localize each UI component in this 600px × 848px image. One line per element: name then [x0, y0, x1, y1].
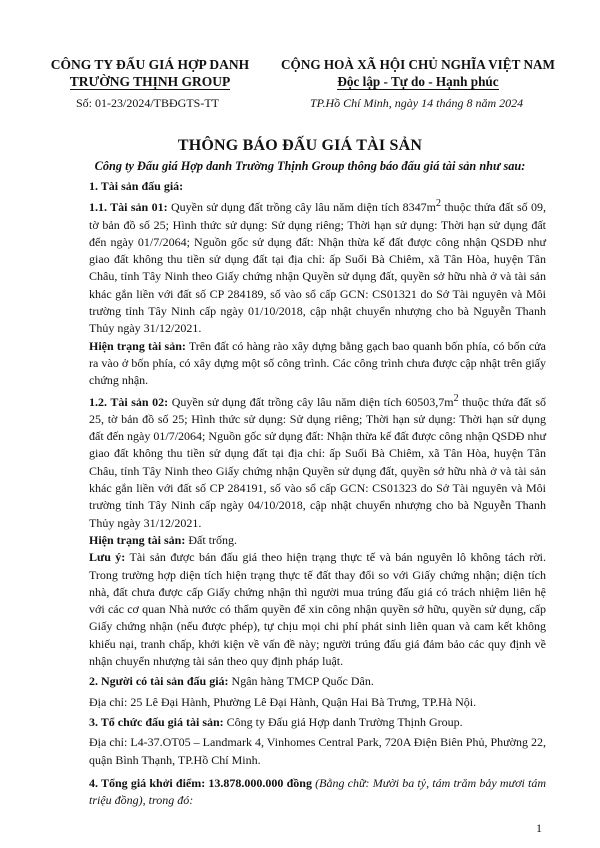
company-header: [50, 56, 250, 90]
section-2-text: Ngân hàng TMCP Quốc Dân.: [228, 674, 374, 689]
section-3-text: Công ty Đấu giá Hợp danh Trường Thịnh Group.: [223, 714, 463, 729]
asset-1-status: [89, 338, 546, 390]
document-date: TP.Hồ Chí Minh, ngày 14 tháng 8 năm 2024: [310, 96, 524, 110]
section-4: [89, 775, 546, 810]
nation-name: CỘNG HOÀ XÃ HỘI CHỦ NGHĨA VIỆT NAM: [281, 57, 555, 72]
note-text: Tài sản được bán đấu giá theo hiện trạng thực tế và bán nguyên lô không tách rời. Trong trường hợp diện tích hiện trạng thực tế đất thay đổi so với Giấy chứng nhận; diện tích nhà, đất chưa được cấp Giấy chứng nhận thì người mua trúng đấu giá có trách nhiệm liên hệ với các cơ quan Nhà nước có thẩm quyền để xin công nhận quyền sở hữu, quyền sử dụng, cấp Giấy chứng nhận (nếu được phép), tự chịu mọi chi phí phát sinh liên quan và cam kết không khiếu nại, tranh chấp, khởi kiện về vấn đề này; người trúng đấu giá đảm bảo các quy định về nhận chuyển nhượng tài sản theo quy định pháp luật.: [89, 550, 546, 669]
nation-motto: Độc lập - Tự do - Hạnh phúc: [337, 74, 499, 89]
document-intro: Công ty Đấu giá Hợp danh Trường Thịnh Group thông báo đấu giá tài sản như sau:: [94, 159, 526, 173]
section-2: [89, 673, 546, 690]
asset-1-status-label: Hiện trạng tài sản:: [89, 338, 186, 353]
asset-2-sup: 2: [453, 392, 459, 404]
section-4-label: 4. Tổng giá khởi điểm: 13.878.000.000 đồng: [89, 775, 312, 790]
national-header: [262, 56, 574, 90]
page-number: 1: [536, 821, 542, 835]
document-body: [89, 178, 546, 809]
asset-1-status-text: Trên đất có hàng rào xây dựng bằng gạch bao quanh bốn phía, có bốn cửa ra vào ở bốn phía, có xây dựng một số công trình. Các công trình chưa được cập nhật trên giấy chứng nhận.: [89, 338, 546, 388]
section-2-address: Địa chỉ: 25 Lê Đại Hành, Phường Lê Đại Hành, Quận Hai Bà Trưng, TP.Hà Nội.: [89, 694, 477, 709]
note-paragraph: [89, 549, 546, 670]
asset-1-paragraph: [89, 195, 546, 337]
note-label: Lưu ý:: [89, 550, 126, 565]
asset-2-text-b: thuộc thửa đất số 25, tờ bản đồ số 25; Hình thức sử dụng: Sử dụng riêng; Thời hạn sử dụng: Thời hạn sử dụng đất đến ngày 01/7/2064; Nguồn gốc sử dụng đất: Nhận thừa kế đất được công nhận QSDĐ như giao đất không thu tiền sử dụng đất tại địa chỉ: ấp Suối Bà Chiêm, xã Tân Hòa, huyện Tân Châu, tỉnh Tây Ninh theo Giấy chứng nhận Quyền sử dụng đất, quyền sở hữu nhà ở và tài sản khác gắn liền với đất số CP 284191, số vào sổ cấp GCN: CS01323 do Sở Tài nguyên và Môi trường tỉnh Tây Ninh cấp ngày 04/10/2018, cập nhật chuyển nhượng cho bà Nguyễn Thanh Thủy ngày 31/12/2021.: [89, 394, 546, 530]
document-title: THÔNG BÁO ĐẤU GIÁ TÀI SẢN: [177, 137, 423, 154]
asset-1-label: 1.1. Tài sản 01:: [89, 200, 168, 215]
company-name-line2: TRƯỜNG THỊNH GROUP: [69, 74, 231, 89]
asset-1-text-a: Quyền sử dụng đất trồng cây lâu năm diện tích 8347m: [167, 200, 436, 215]
asset-2-status-text: Đất trống.: [185, 532, 237, 547]
section-2-label: 2. Người có tài sản đấu giá:: [89, 674, 229, 689]
asset-2-status-label: Hiện trạng tài sản:: [89, 532, 186, 547]
company-name-line1: CÔNG TY ĐẤU GIÁ HỢP DANH: [50, 57, 250, 72]
asset-1-text-b: thuộc thửa đất số 09, tờ bản đồ số 25; Hình thức sử dụng: Sử dụng riêng; Thời hạn sử dụng: Thời hạn sử dụng đất đến ngày 01/7/2064; Nguồn gốc sử dụng đất: Nhận thừa kế đất được công nhận QSDĐ như giao đất không thu tiền sử dụng đất tại địa chỉ: ấp Suối Bà Chiêm, xã Tân Hòa, huyện Tân Châu, tỉnh Tây Ninh theo Giấy chứng nhận Quyền sử dụng đất, quyền sở hữu nhà ở và tài sản khác gắn liền với đất số CP 284189, số vào sổ cấp GCN: CS01321 do Sở Tài nguyên và Môi trường tỉnh Tây Ninh cấp ngày 01/10/2018, cập nhật chuyển nhượng cho bà Nguyễn Thanh Thủy ngày 31/12/2021.: [89, 200, 546, 336]
section-1-heading: 1. Tài sản đấu giá:: [89, 179, 184, 193]
asset-2-status: [89, 532, 546, 549]
asset-1-sup: 2: [435, 198, 441, 210]
section-3: [89, 714, 546, 731]
asset-2-text-a: Quyền sử dụng đất trồng cây lâu năm diện tích 60503,7m: [168, 394, 454, 409]
asset-2-label: 1.2. Tài sản 02:: [89, 394, 169, 409]
asset-2-paragraph: [89, 390, 546, 532]
section-3-label: 3. Tổ chức đấu giá tài sản:: [89, 714, 224, 729]
section-4-text: (Bằng chữ: Mười ba tỷ, tám trăm bảy mươi tám triệu đồng), trong đó:: [89, 775, 546, 808]
section-3-address: Địa chỉ: L4-37.OT05 – Landmark 4, Vinhomes Central Park, 720A Điện Biên Phủ, Phường 22, quận Bình Thạnh, TP.Hồ Chí Minh.: [89, 735, 546, 767]
document-number: Số: 01-23/2024/TBĐGTS-TT: [76, 96, 219, 110]
